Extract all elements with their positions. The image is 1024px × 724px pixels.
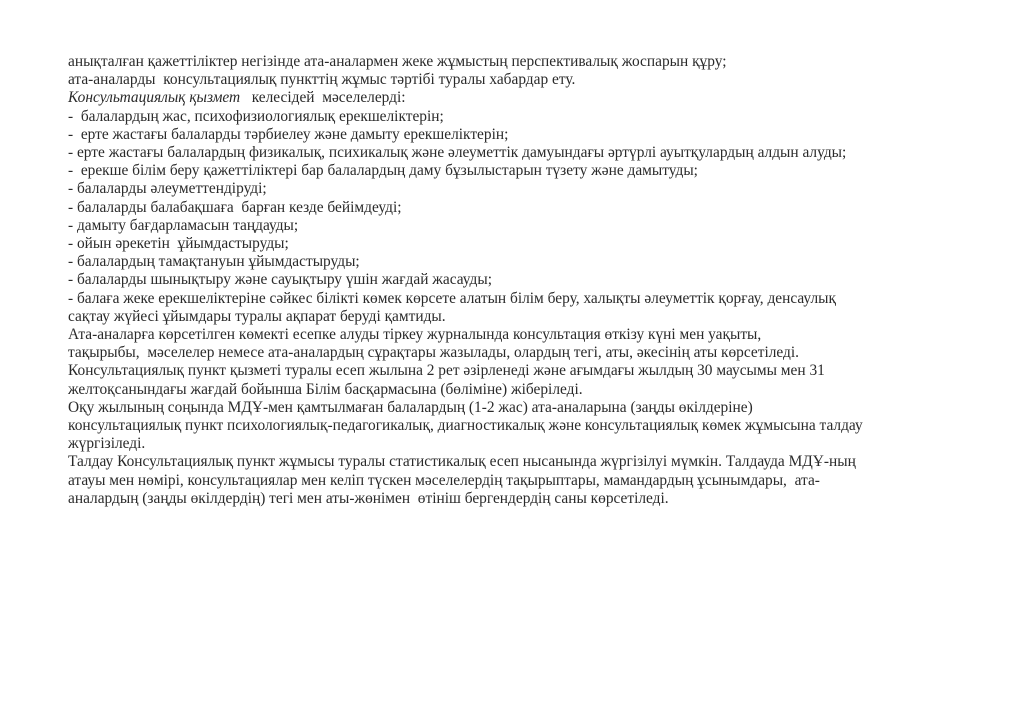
paragraph-line: атауы мен нөмірі, консультациялар мен келіп түскен мәселелердің тақырыптары, мамандардың ұсынымдары, ата- (68, 471, 820, 489)
list-item: - балаларды әлеуметтендіруді; (68, 180, 267, 198)
consult-heading-italic: Консультациялық қызмет (68, 89, 241, 107)
paragraph-line: жүргізіледі. (68, 435, 146, 453)
paragraph-line: желтоқсанындағы жағдай бойынша Білім басқармасына (бөліміне) жіберіледі. (68, 380, 583, 398)
list-item: - балаларды балабақшаға барған кезде бейімдеуді; (68, 198, 402, 216)
text-line: анықталған қажеттіліктер негізінде ата-аналармен жеке жұмыстың перспективалық жоспарын құру; (68, 53, 727, 70)
paragraph-line: Ата-аналарға көрсетілген көмекті есепке алуды тіркеу журналында консультация өткізу күні мен уақыты, (68, 326, 762, 344)
list-item: - дамыту бағдарламасын таңдауды; (68, 216, 299, 234)
consult-heading (68, 89, 968, 107)
list-item: - балаға жеке ерекшеліктеріне сәйкес білікті көмек көрсете алатын білім беру, халықты әлеуметтік қорғау, денсаулық (68, 289, 836, 307)
list-item: - балалардың тамақтануын ұйымдастыруды; (68, 253, 360, 271)
list-item: сақтау жүйесі ұйымдары туралы ақпарат беруді қамтиды. (68, 307, 446, 325)
list-item: - ерте жастағы балаларды тәрбиелеу және дамыту ерекшеліктерін; (68, 125, 509, 143)
list-item: - балаларды шынықтыру және сауықтыру үшін жағдай жасауды; (68, 271, 492, 289)
text-line: ата-аналарды консультациялық пункттің жұмыс тәртібі туралы хабардар ету. (68, 71, 576, 89)
consult-heading-rest: келесідей мәселелерді: (240, 89, 406, 107)
document-body (68, 53, 968, 508)
paragraph-line: консультациялық пункт психологиялық-педагогикалық, диагностикалық және консультациялық көмек жұмысына талдау (68, 417, 863, 435)
list-item: - ойын әрекетін ұйымдастыруды; (68, 235, 289, 253)
paragraph-line: Оқу жылының соңында МДҰ-мен қамтылмаған балалардың (1-2 жас) ата-аналарына (заңды өкілдеріне) (68, 398, 753, 416)
paragraph-line: аналардың (заңды өкілдердің) тегі мен аты-жөнімен өтініш бергендердің саны көрсетіледі. (68, 489, 669, 507)
list-item: - ерекше білім беру қажеттіліктері бар балалардың даму бұзылыстарын түзету және дамытуды; (68, 162, 698, 180)
paragraph-line: Талдау Консультациялық пункт жұмысы туралы статистикалық есеп нысанында жүргізілуі мүмкін. Талдауда МДҰ-ның (68, 453, 856, 471)
paragraph-line: тақырыбы, мәселелер немесе ата-аналардың сұрақтары жазылады, олардың тегі, аты, әкесінің аты көрсетіледі. (68, 344, 799, 362)
list-item: - балалардың жас, психофизиологиялық ерекшеліктерін; (68, 107, 444, 125)
list-item: - ерте жастағы балалардың физикалық, психикалық және әлеуметтік дамуындағы әртүрлі ауытқулардың алдын алуды; (68, 144, 847, 162)
paragraph-line: Консультациялық пункт қызметі туралы есеп жылына 2 рет әзірленеді және ағымдағы жылдың 30 маусымы мен 31 (68, 362, 825, 380)
